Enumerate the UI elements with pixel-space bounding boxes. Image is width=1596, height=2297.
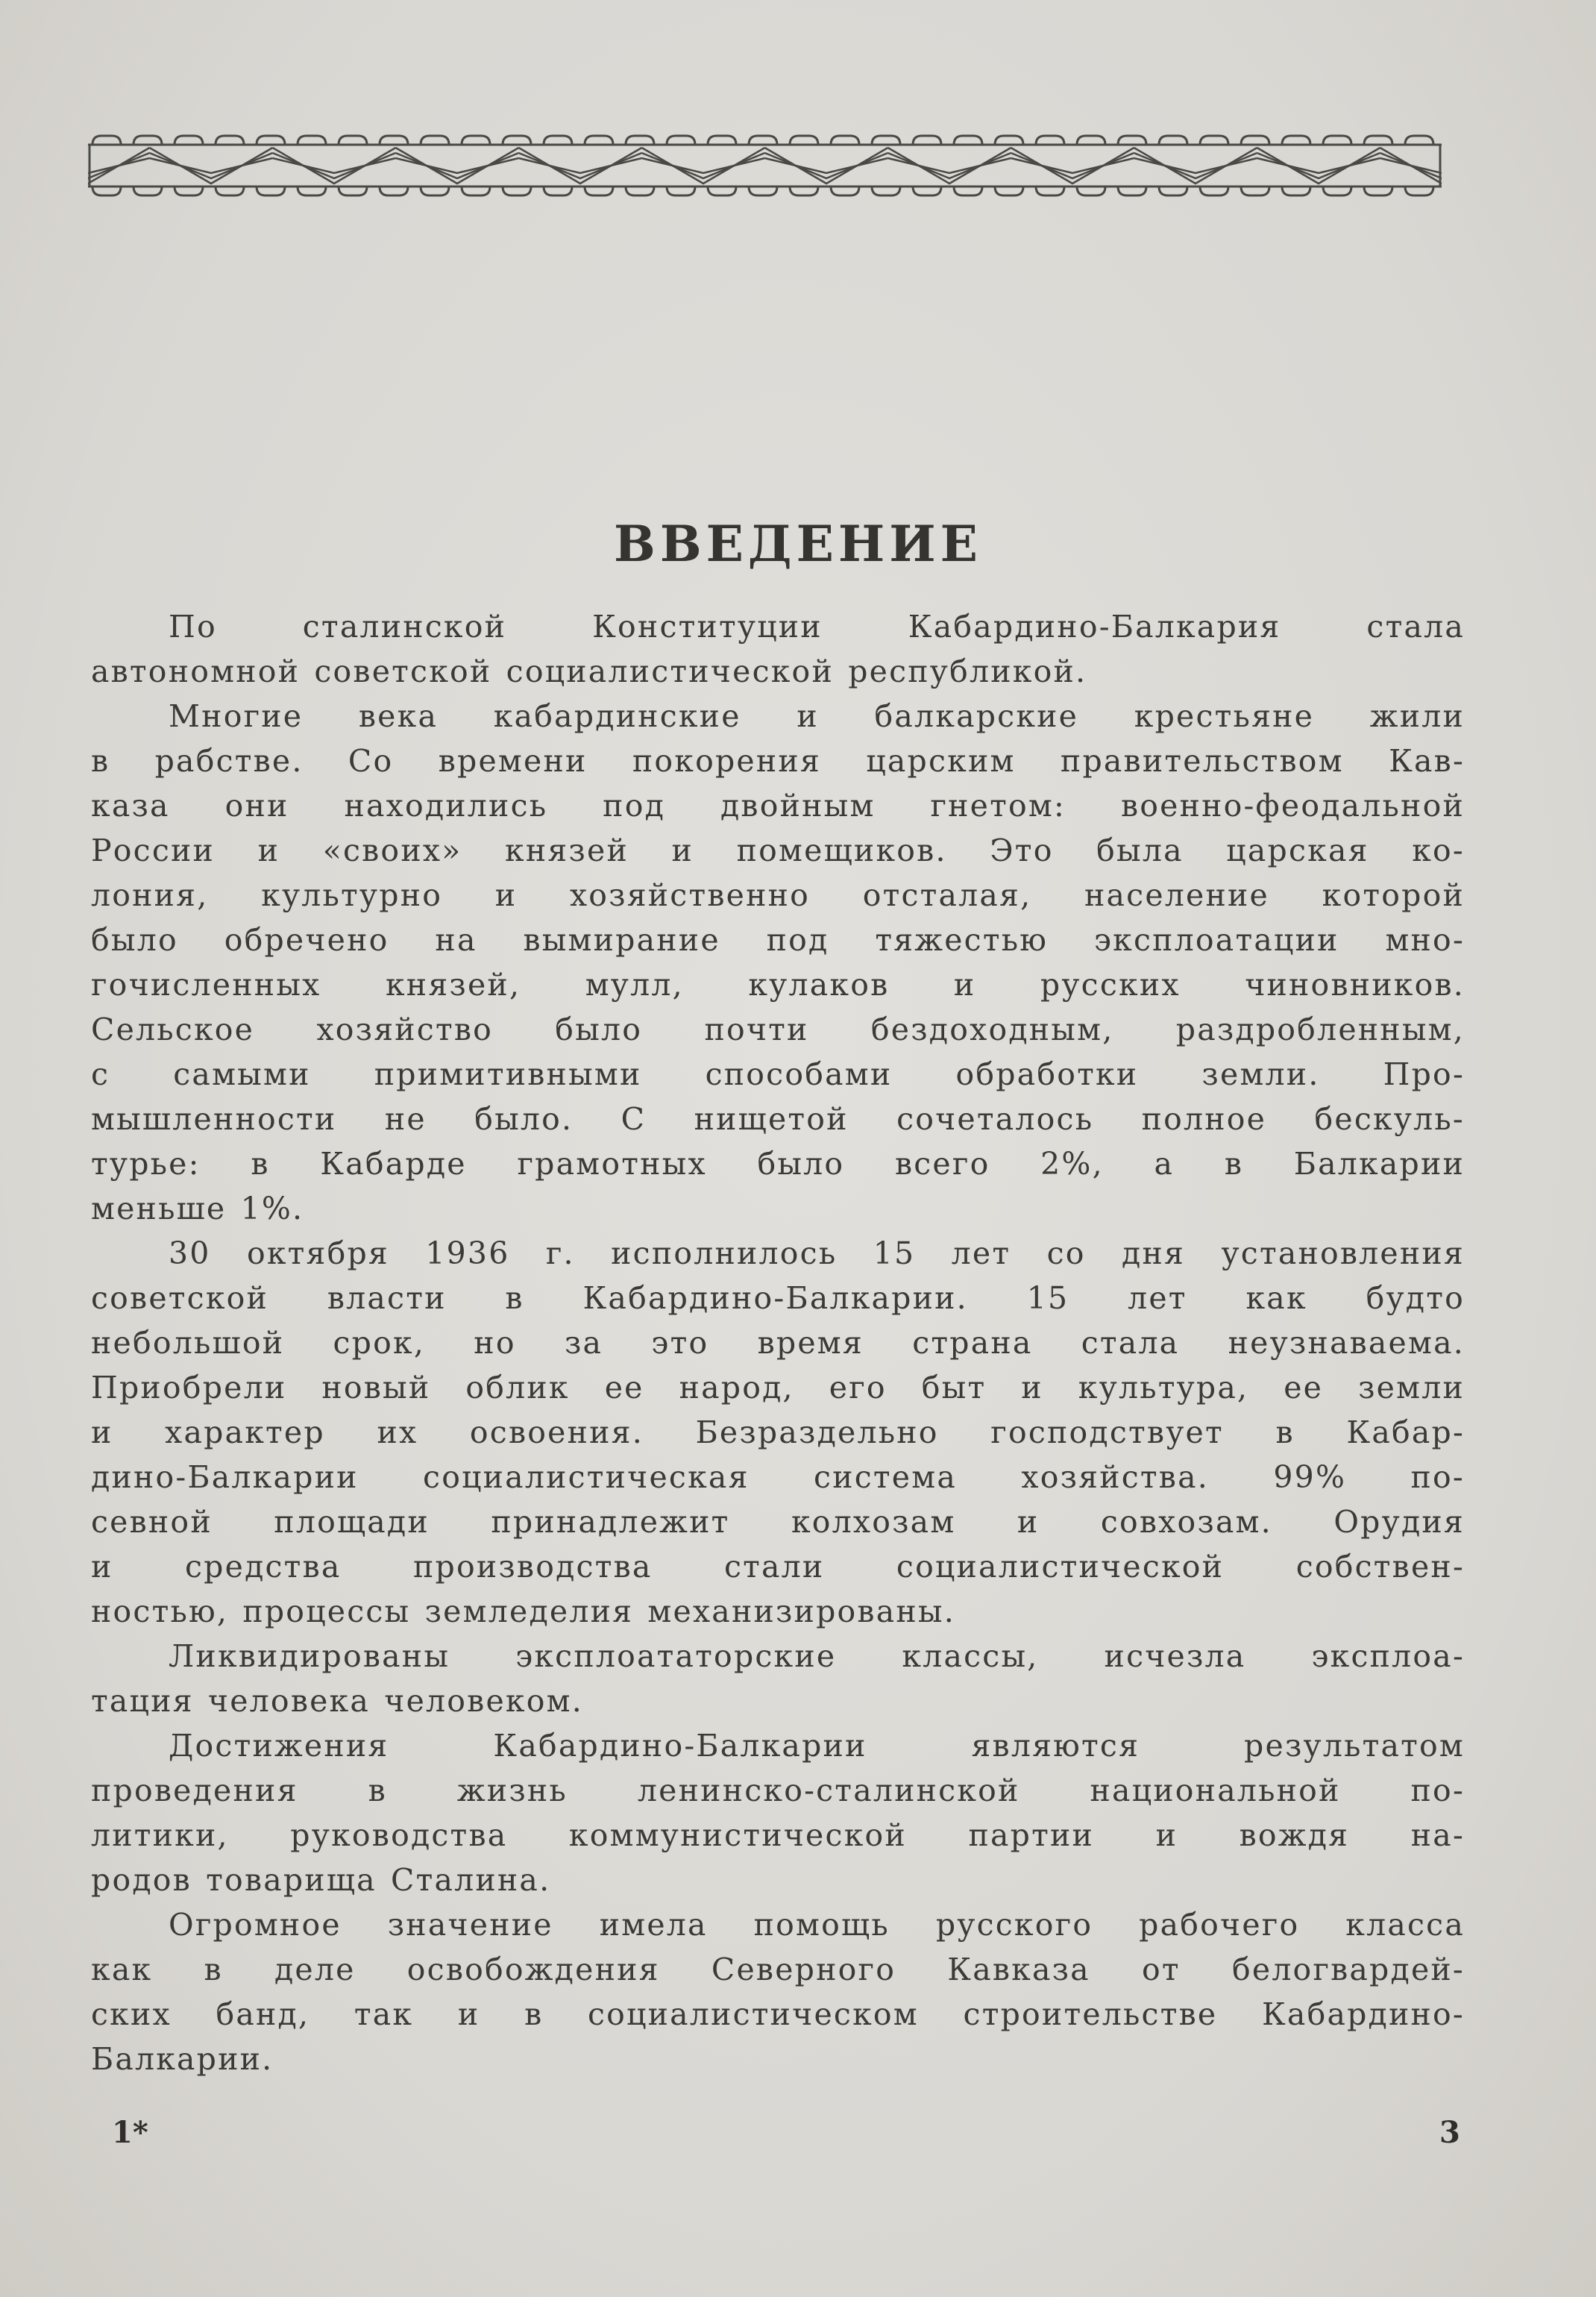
text-line: Приобрели новый облик ее народ, его быт и культура, ее земли [91, 1370, 1465, 1406]
text-line: Многие века кабардинские и балкарские крестьяне жили [169, 698, 1465, 734]
text-line: 30 октября 1936 г. исполнилось 15 лет со дня установления [169, 1235, 1465, 1271]
text-line: ностью, процессы земледелия механизированы. [91, 1594, 955, 1629]
signature-mark: 1* [112, 2115, 148, 2150]
text-line: с самыми примитивными способами обработки земли. Про- [91, 1056, 1465, 1092]
text-line: небольшой срок, но за это время страна стала неузнаваема. [91, 1325, 1465, 1361]
text-line: меньше 1%. [91, 1191, 304, 1226]
text-line: ских банд, так и в социалистическом строительстве Кабардино- [91, 1996, 1465, 2032]
chapter-title: ВВЕДЕНИЕ [614, 515, 982, 573]
text-line: мышленности не было. С нищетой сочеталось полное бескуль- [91, 1101, 1465, 1137]
text-line: в рабстве. Со времени покорения царским правительством Кав- [91, 743, 1465, 779]
text-line: Ликвидированы эксплоататорские классы, исчезла эксплоа- [169, 1638, 1465, 1674]
text-line: и характер их освоения. Безраздельно господствует в Кабар- [91, 1414, 1465, 1450]
decorative-border-ornament [88, 131, 1442, 200]
text-line: севной площади принадлежит колхозам и совхозам. Орудия [91, 1504, 1465, 1540]
text-line: и средства производства стали социалистической собствен- [91, 1549, 1465, 1585]
text-line: советской власти в Кабардино-Балкарии. 15 лет как будто [91, 1280, 1465, 1316]
text-line: России и «своих» князей и помещиков. Это была царская ко- [91, 833, 1465, 868]
text-line: Балкарии. [91, 2041, 274, 2077]
text-line: литики, руководства коммунистической партии и вождя на- [91, 1817, 1465, 1853]
text-line: турье: в Кабарде грамотных было всего 2%, а в Балкарии [91, 1146, 1465, 1182]
text-line: Огромное значение имела помощь русского рабочего класса [169, 1907, 1465, 1943]
body-text [91, 604, 1465, 2081]
text-line: каза они находились под двойным гнетом: военно-феодальной [91, 788, 1465, 824]
text-line: тация человека человеком. [91, 1683, 583, 1719]
text-line: проведения в жизнь ленинско-сталинской национальной по- [91, 1773, 1465, 1808]
text-line: По сталинской Конституции Кабардино-Балкария стала [169, 609, 1465, 645]
text-line: было обречено на вымирание под тяжестью эксплоатации мно- [91, 922, 1465, 958]
text-line: лония, культурно и хозяйственно отсталая, население которой [91, 877, 1465, 913]
page-number: 3 [1439, 2115, 1460, 2150]
text-line: Сельское хозяйство было почти бездоходным, раздробленным, [91, 1012, 1465, 1047]
text-line: как в деле освобождения Северного Кавказа от белогвардей- [91, 1952, 1465, 1987]
text-line: гочисленных князей, мулл, кулаков и русских чиновников. [91, 967, 1465, 1003]
text-line: дино-Балкарии социалистическая система хозяйства. 99% по- [91, 1459, 1465, 1495]
text-line: Достижения Кабардино-Балкарии являются результатом [169, 1728, 1465, 1764]
text-line: родов товарища Сталина. [91, 1862, 551, 1898]
text-line: автономной советской социалистической республикой. [91, 654, 1087, 689]
